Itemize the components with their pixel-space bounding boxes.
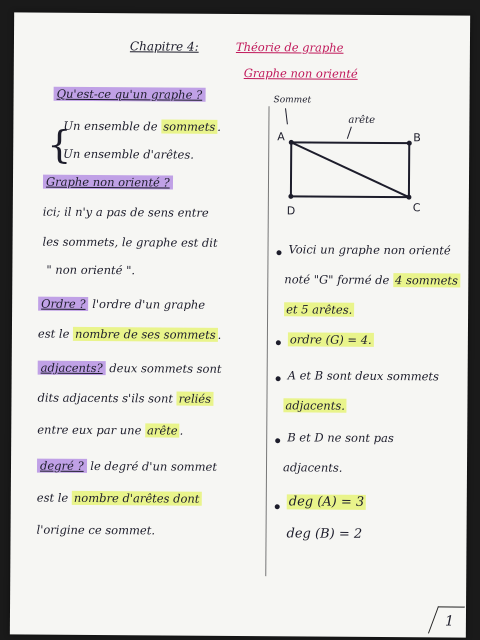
adjacents-highlight-relies: reliés — [178, 391, 212, 406]
degree-b: deg (B) = 2 — [286, 526, 363, 542]
question-ordre: Ordre ? — [38, 297, 89, 311]
brace-icon: { — [47, 122, 72, 167]
graph-desc-text: noté "G" formé de — [284, 272, 390, 288]
node-a-label: A — [277, 130, 285, 144]
graph-desc-line-2 — [284, 272, 460, 287]
bullet-1 — [276, 250, 281, 255]
adjacents-line-1 — [38, 361, 222, 376]
ordre-highlight: nombre de ses sommets — [75, 326, 216, 342]
sommet-label: Sommet — [273, 95, 312, 106]
non-oriente-line-1: ici; il n'y a pas de sens entre — [42, 204, 209, 220]
sommet-pointer — [285, 108, 287, 124]
ordre-result: ordre (G) = 4. — [289, 332, 372, 347]
node-d — [288, 194, 293, 199]
node-c-label: C — [412, 201, 421, 215]
def-aretes-word: arêtes — [153, 147, 191, 162]
degree-a: deg (A) = 3 — [288, 494, 365, 510]
adjacent-ab-line-2: adjacents. — [285, 398, 345, 413]
bullet-4 — [275, 438, 280, 443]
adjacents-line-3: entre eux par une arête . — [37, 422, 184, 438]
adjacents-highlight-arete: arête — [147, 423, 178, 438]
topic-title: Théorie de graphe — [235, 39, 344, 55]
adjacents-definition: deux sommets sont — [109, 361, 222, 376]
question-degre: degré ? — [37, 459, 87, 473]
bullet-2 — [276, 340, 281, 345]
node-c — [406, 195, 411, 200]
node-b — [407, 141, 412, 146]
degre-definition: le degré d'un sommet — [90, 458, 218, 474]
adjacents-line-2 — [37, 391, 213, 406]
bullet-3 — [276, 376, 281, 381]
def-sommets-line: Un ensemble de sommets . — [63, 118, 221, 134]
degre-line-3: l'origine ce sommet. — [36, 522, 156, 538]
degre-highlight: nombre d'arêtes dont — [73, 490, 200, 506]
def-sommets-highlight: sommets — [163, 119, 216, 134]
def-aretes-text: Un ensemble d' — [63, 146, 154, 162]
chapter-label: Chapitre 4: — [129, 39, 199, 54]
notebook-page — [10, 12, 470, 637]
question-graphe: Qu'est-ce qu'un graphe ? — [54, 87, 206, 102]
adjacents-text: dits adjacents s'ils sont — [37, 390, 174, 406]
question-non-oriente: Graphe non orienté ? — [43, 175, 173, 190]
ordre-line-1 — [38, 297, 205, 312]
ordre-definition: l'ordre d'un graphe — [92, 296, 206, 312]
graph-desc-aretes-highlight: et 5 arêtes. — [286, 302, 353, 317]
graph-diagram — [263, 86, 444, 227]
bullet-5 — [275, 504, 280, 509]
non-oriente-line-2: les sommets, le graphe est dit — [42, 234, 218, 250]
non-oriente-line-3: " non orienté ". — [46, 262, 136, 278]
page-number: 1 — [444, 613, 454, 630]
adjacent-ab-line-1: A et B sont deux sommets — [287, 368, 440, 384]
ordre-line-2: est le nombre de ses sommets . — [37, 326, 222, 342]
arete-pointer — [347, 127, 351, 139]
question-adjacents: adjacents? — [38, 361, 106, 375]
subtopic-title: Graphe non orienté — [243, 66, 358, 81]
node-a — [289, 140, 294, 145]
def-aretes-line: Un ensemble d'arêtes. — [63, 146, 195, 162]
graph-edge-diagonal — [291, 142, 409, 197]
adjacents-text-2: entre eux par une — [37, 422, 142, 438]
graph-desc-line-1: Voici un graphe non orienté — [288, 242, 451, 258]
node-d-label: D — [286, 204, 296, 218]
node-b-label: B — [413, 131, 421, 145]
arete-label: arête — [348, 114, 376, 126]
graph-desc-sommets-highlight: 4 sommets — [394, 273, 459, 288]
degre-line-1 — [37, 459, 217, 474]
degre-prefix: est le — [36, 490, 69, 505]
degre-line-2 — [37, 491, 202, 506]
ordre-prefix: est le — [37, 326, 70, 341]
non-adjacent-bd-line-1: B et D ne sont pas — [287, 430, 394, 446]
non-adjacent-bd-line-2: adjacents. — [282, 460, 343, 475]
def-sommets-text: Un ensemble de — [63, 118, 158, 134]
